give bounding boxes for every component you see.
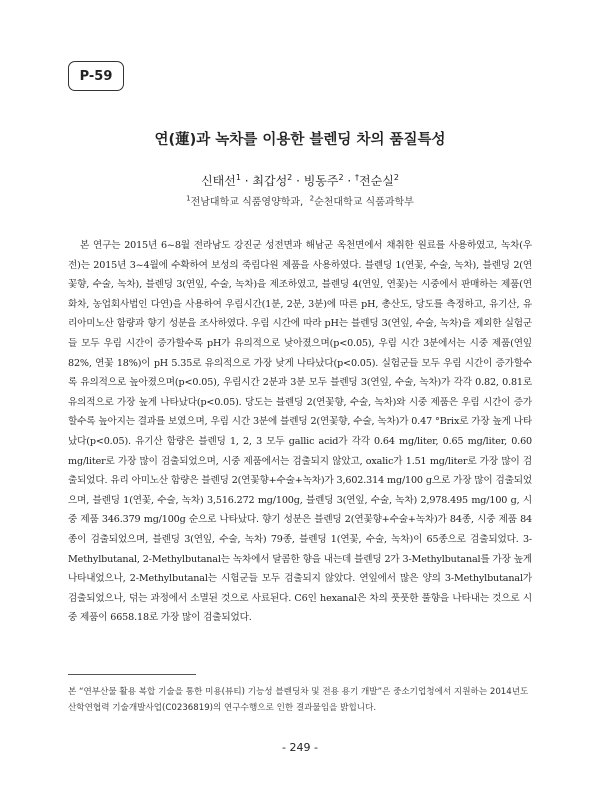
affiliation-mark: 2 xyxy=(309,194,315,203)
author-separator: · xyxy=(343,174,356,188)
author-list xyxy=(0,172,600,189)
abstract-body: 본 연구는 2015년 6~8월 전라남도 강진군 성전면과 해남군 옥천면에서 채취한 원료를 사용하였고, 녹차(우전)는 2015년 3~4월에 수확하여 보성의 죽림다원 제품을 사용하였다. 블렌딩 1(연꽃, 수술, 녹차), 블렌딩 2(연꽃향, 수술, 녹차), 블렌딩 3(연잎, 수술, 녹차)을 제조하였고, 블렌딩 4(연잎, 연꽃)는 시중에서 판매하는 제품(연화차, 농업회사법인 다연)을 사용하여 우림시간(1분, 2분, 3분)에 따른 pH, 총산도, 당도를 측정하고, 유기산, 유리아미노산 함량과 향기 성분을 조사하였다. 우림 시간에 따라 pH는 블렌딩 3(연잎, 수술, 녹차)을 제외한 실험군들 모두 우림 시간이 증가할수록 pH가 유의적으로 낮아졌으며(p<0.05), 우림 시간 3분에서는 시중 제품(연잎 82%, 연꽃 18%)이 pH 5.35로 유의적으로 가장 낮게 나타났다(p<0.05). 실험군들 모두 우림 시간이 증가할수록 유의적으로 높아졌으며(p<0.05), 우림시간 2분과 3분 모두 블렌딩 3(연잎, 수술, 녹차)가 각각 0.82, 0.81로 유의적으로 가장 높게 나타났다(p<0.05). 당도는 블렌딩 2(연꽃향, 수술, 녹차)와 시중 제품은 우림 시간이 증가할수록 높아지는 결과를 보였으며, 우림 시간 3분에 블렌딩 2(연꽃향, 수술, 녹차)가 0.47 °Brix로 가장 높게 나타났다(p<0.05). 유기산 함량은 블렌딩 1, 2, 3 모두 gallic acid가 각각 0.64 mg/liter, 0.65 mg/liter, 0.60 mg/liter로 가장 많이 검출되었으며, 시중 제품에서는 검출되지 않았고, oxalic가 1.51 mg/liter로 가장 많이 검출되었다. 유리 아미노산 함량은 블렌딩 2(연꽃향+수술+녹차)가 3,602.314 mg/100 g으로 가장 많이 검출되었으며, 블렌딩 1(연꽃, 수술, 녹차) 3,516.272 mg/100g, 블렌딩 3(연잎, 수술, 녹차) 2,978.495 mg/100 g, 시중 제품 346.379 mg/100g 순으로 나타났다. 향기 성분은 블렌딩 2(연꽃향+수술+녹차)가 84종, 시중 제품 84종이 검출되었으며, 블렌딩 3(연잎, 수술, 녹차) 79종, 블렌딩 1(연꽃, 수술, 녹차)이 65종으로 검출되었다. 3-Methylbutanal, 2-Methylbutanal는 녹차에서 달콤한 향을 내는데 블렌딩 2가 3-Methylbutanal를 가장 높게 나타내었으나, 2-Methylbutanal는 시험군들 모두 검출되지 않았다. 연잎에서 많은 양의 3-Methylbutanal가 검출되었으나, 덖는 과정에서 소멸된 것으로 사료된다. C6인 hexanal은 차의 풋풋한 풀향을 나타내는 것으로 시중 제품이 6658.18로 가장 많이 검출되었다. xyxy=(68,240,533,624)
poster-number: P-59 xyxy=(79,68,113,84)
author-name: 빙동주 xyxy=(303,174,339,188)
author-separator: · xyxy=(240,174,253,188)
corresponding-author-mark: † xyxy=(355,173,360,182)
poster-number-badge xyxy=(68,61,124,91)
affiliations xyxy=(0,193,600,208)
affiliation-name: 순천대학교 식품과학부 xyxy=(314,197,414,208)
footnote-divider xyxy=(68,674,196,675)
author-affil-mark: 2 xyxy=(287,173,293,182)
author-affil-mark: 2 xyxy=(338,173,344,182)
author-name: 최갑성 xyxy=(252,174,288,188)
paper-title: 연(蓮)과 녹차를 이용한 블렌딩 차의 품질특성 xyxy=(154,132,446,148)
author-separator: · xyxy=(292,174,304,188)
author-name: 신태선 xyxy=(201,174,236,188)
author-affil-mark: 2 xyxy=(393,173,399,182)
page-number: - 249 - xyxy=(282,741,318,754)
funding-footnote: 본 “연부산물 활용 복합 기술을 통한 미용(뷰티) 기능성 블렌딩차 및 전용 용기 개발”은 중소기업청에서 지원하는 2014년도 산학연협력 기술개발사업(C0236819)의 연구수행으로 인한 결과물임을 밝힙니다. xyxy=(68,687,529,713)
affiliation-mark: 1 xyxy=(186,194,191,203)
author-name: 전순실 xyxy=(359,174,394,188)
affiliation-name: 전남대학교 식품영양학과, xyxy=(190,197,304,208)
author-affil-mark: 1 xyxy=(235,173,241,182)
